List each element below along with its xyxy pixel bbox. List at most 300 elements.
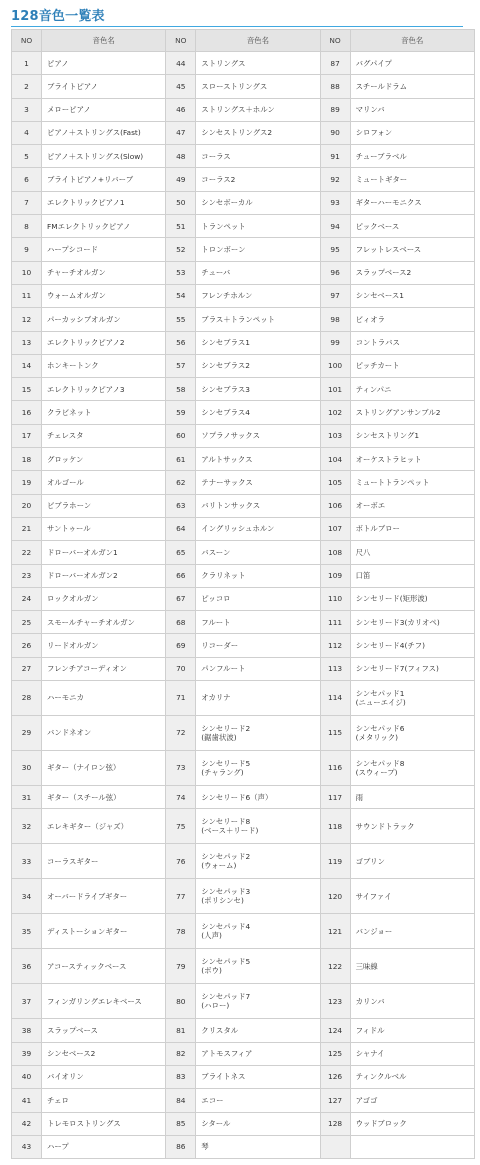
voice-name: フルート [196, 611, 320, 634]
voice-number: 55 [166, 308, 196, 331]
voice-number: 66 [166, 564, 196, 587]
voice-name: シンセストリングス2 [196, 121, 320, 144]
voice-name: シンセブラス4 [196, 401, 320, 424]
voice-number: 115 [320, 716, 350, 751]
voice-name: コーラス [196, 145, 320, 168]
voice-number: 61 [166, 448, 196, 471]
voice-number: 121 [320, 914, 350, 949]
header-row [12, 30, 475, 52]
voice-number: 106 [320, 494, 350, 517]
voice-name: スローストリングス [196, 75, 320, 98]
voice-name: シンセベース1 [350, 284, 474, 307]
voice-number: 125 [320, 1042, 350, 1065]
voice-name: オーボエ [350, 494, 474, 517]
voice-name: バンジョー [350, 914, 474, 949]
header-voice-name: 音色名 [196, 30, 320, 52]
voice-number: 102 [320, 401, 350, 424]
voice-number: 16 [12, 401, 42, 424]
voice-name: アゴゴ [350, 1089, 474, 1112]
voice-number: 105 [320, 471, 350, 494]
voice-name: チューブラベル [350, 145, 474, 168]
voice-name: シンセパッド8 (スウィープ) [350, 751, 474, 786]
table-row [12, 1042, 475, 1065]
voice-number: 93 [320, 191, 350, 214]
voice-name: コーラス2 [196, 168, 320, 191]
voice-name: グロッケン [42, 448, 166, 471]
table-row [12, 121, 475, 144]
voice-number: 67 [166, 587, 196, 610]
voice-name: バイオリン [42, 1065, 166, 1088]
voice-number: 21 [12, 517, 42, 540]
voice-name: コーラスギター [42, 844, 166, 879]
voice-number: 70 [166, 657, 196, 680]
voice-number: 58 [166, 378, 196, 401]
header-voice-name: 音色名 [42, 30, 166, 52]
voice-number: 124 [320, 1019, 350, 1042]
voice-number: 103 [320, 424, 350, 447]
voice-name: ピッコロ [196, 587, 320, 610]
voice-name: ドローバーオルガン1 [42, 541, 166, 564]
table-row [12, 168, 475, 191]
voice-name: ソプラノサックス [196, 424, 320, 447]
voice-name: ウォームオルガン [42, 284, 166, 307]
voice-number: 83 [166, 1065, 196, 1088]
voice-number: 33 [12, 844, 42, 879]
table-row [12, 331, 475, 354]
header-no: NO [166, 30, 196, 52]
voice-number: 15 [12, 378, 42, 401]
voice-name: バスーン [196, 541, 320, 564]
voice-number: 118 [320, 809, 350, 844]
voice-number: 52 [166, 238, 196, 261]
voice-name: エコー [196, 1089, 320, 1112]
table-row [12, 564, 475, 587]
voice-number: 48 [166, 145, 196, 168]
voice-name: シンセパッド2 (ウォーム) [196, 844, 320, 879]
voice-number: 23 [12, 564, 42, 587]
voice-number: 68 [166, 611, 196, 634]
table-row [12, 471, 475, 494]
voice-number: 5 [12, 145, 42, 168]
voice-number: 10 [12, 261, 42, 284]
table-row [12, 378, 475, 401]
table-row [12, 448, 475, 471]
table-row [12, 949, 475, 984]
table-row [12, 751, 475, 786]
table-row [12, 809, 475, 844]
voice-name: パンフルート [196, 657, 320, 680]
table-row [12, 716, 475, 751]
voice-number: 91 [320, 145, 350, 168]
voice-name: エレクトリックピアノ3 [42, 378, 166, 401]
voice-name: シンセパッド7 (ハロー) [196, 984, 320, 1019]
voice-name: シンセパッド5 (ボウ) [196, 949, 320, 984]
table-row [12, 587, 475, 610]
voice-number: 126 [320, 1065, 350, 1088]
voice-number: 1 [12, 52, 42, 75]
voice-name: ハープシコード [42, 238, 166, 261]
voice-name: シンセリード6（声） [196, 786, 320, 809]
voice-name: シンセリード(矩形波) [350, 587, 474, 610]
voice-number: 81 [166, 1019, 196, 1042]
voice-number: 95 [320, 238, 350, 261]
voice-name: オルゴール [42, 471, 166, 494]
voice-number: 76 [166, 844, 196, 879]
voice-name: ハープ [42, 1135, 166, 1158]
voice-number: 110 [320, 587, 350, 610]
voice-name: シタール [196, 1112, 320, 1135]
voice-name: フィンガリングエレキベース [42, 984, 166, 1019]
voice-number: 84 [166, 1089, 196, 1112]
table-row [12, 494, 475, 517]
voice-name: フィドル [350, 1019, 474, 1042]
voice-number: 96 [320, 261, 350, 284]
voice-number: 64 [166, 517, 196, 540]
voice-name: バンドネオン [42, 716, 166, 751]
voice-number: 109 [320, 564, 350, 587]
voice-number: 62 [166, 471, 196, 494]
voice-table-header [12, 30, 475, 52]
voice-number: 78 [166, 914, 196, 949]
voice-name: チューバ [196, 261, 320, 284]
voice-name: マリンバ [350, 98, 474, 121]
voice-number: 56 [166, 331, 196, 354]
voice-name: フレットレスベース [350, 238, 474, 261]
voice-number: 30 [12, 751, 42, 786]
voice-name: シンセパッド4 (人声) [196, 914, 320, 949]
voice-name: クラリネット [196, 564, 320, 587]
voice-name: シンセリード7(フィフス) [350, 657, 474, 680]
table-row [12, 401, 475, 424]
voice-name: シンセパッド6 (メタリック) [350, 716, 474, 751]
voice-name: サウンドトラック [350, 809, 474, 844]
voice-name: シャナイ [350, 1042, 474, 1065]
voice-number: 31 [12, 786, 42, 809]
voice-name: 雨 [350, 786, 474, 809]
table-row [12, 541, 475, 564]
voice-number: 99 [320, 331, 350, 354]
voice-name: バリトンサックス [196, 494, 320, 517]
voice-number: 45 [166, 75, 196, 98]
voice-name: トランペット [196, 215, 320, 238]
voice-name: ボトルブロー [350, 517, 474, 540]
voice-name: トロンボーン [196, 238, 320, 261]
voice-number: 60 [166, 424, 196, 447]
voice-name: バグパイプ [350, 52, 474, 75]
voice-name: カリンバ [350, 984, 474, 1019]
voice-name: シンセリード5 (チャラング) [196, 751, 320, 786]
voice-number: 127 [320, 1089, 350, 1112]
voice-name: シロフォン [350, 121, 474, 144]
voice-name: 琴 [196, 1135, 320, 1158]
voice-name: シンセリード3(カリオペ) [350, 611, 474, 634]
voice-name: ブライトネス [196, 1065, 320, 1088]
voice-name: スラップベース [42, 1019, 166, 1042]
voice-name: リードオルガン [42, 634, 166, 657]
voice-name: リコーダー [196, 634, 320, 657]
voice-name: アトモスフィア [196, 1042, 320, 1065]
voice-number: 65 [166, 541, 196, 564]
voice-name: ティンクルベル [350, 1065, 474, 1088]
table-row [12, 1112, 475, 1135]
voice-name: スラップベース2 [350, 261, 474, 284]
voice-name: サントゥール [42, 517, 166, 540]
voice-name: チャーチオルガン [42, 261, 166, 284]
voice-number: 73 [166, 751, 196, 786]
voice-name: フレンチアコーディオン [42, 657, 166, 680]
voice-name: フレンチホルン [196, 284, 320, 307]
voice-number: 89 [320, 98, 350, 121]
voice-name: エレクトリックピアノ1 [42, 191, 166, 214]
voice-number: 6 [12, 168, 42, 191]
voice-number: 19 [12, 471, 42, 494]
voice-number: 8 [12, 215, 42, 238]
voice-number [320, 1135, 350, 1158]
table-row [12, 634, 475, 657]
voice-name: アコースティックベース [42, 949, 166, 984]
voice-name: オーケストラヒット [350, 448, 474, 471]
voice-number: 22 [12, 541, 42, 564]
voice-name: パーカッシブオルガン [42, 308, 166, 331]
table-row [12, 191, 475, 214]
voice-number: 71 [166, 681, 196, 716]
voice-number: 37 [12, 984, 42, 1019]
table-row [12, 52, 475, 75]
table-row [12, 879, 475, 914]
voice-number: 104 [320, 448, 350, 471]
voice-name: ディストーションギター [42, 914, 166, 949]
voice-number: 26 [12, 634, 42, 657]
voice-number: 112 [320, 634, 350, 657]
voice-name: メローピアノ [42, 98, 166, 121]
header-voice-name: 音色名 [350, 30, 474, 52]
voice-number: 80 [166, 984, 196, 1019]
voice-name: ブラス＋トランペット [196, 308, 320, 331]
voice-number: 44 [166, 52, 196, 75]
voice-name: エレキギター（ジャズ） [42, 809, 166, 844]
voice-number: 53 [166, 261, 196, 284]
table-row [12, 354, 475, 377]
voice-number: 119 [320, 844, 350, 879]
voice-number: 28 [12, 681, 42, 716]
voice-number: 77 [166, 879, 196, 914]
voice-table [11, 29, 475, 1159]
voice-number: 9 [12, 238, 42, 261]
voice-name: ストリングス＋ホルン [196, 98, 320, 121]
voice-name: シンセストリング1 [350, 424, 474, 447]
voice-name: ミュートトランペット [350, 471, 474, 494]
voice-number: 57 [166, 354, 196, 377]
table-row [12, 984, 475, 1019]
voice-number: 24 [12, 587, 42, 610]
voice-number: 39 [12, 1042, 42, 1065]
voice-number: 36 [12, 949, 42, 984]
voice-number: 97 [320, 284, 350, 307]
voice-number: 101 [320, 378, 350, 401]
voice-number: 2 [12, 75, 42, 98]
table-row [12, 914, 475, 949]
voice-table-body [12, 52, 475, 1159]
voice-name: シンセリード2 (鋸歯状波) [196, 716, 320, 751]
table-row [12, 681, 475, 716]
voice-number: 114 [320, 681, 350, 716]
voice-name: ティンパニ [350, 378, 474, 401]
voice-number: 40 [12, 1065, 42, 1088]
voice-name: ブライトピアノ+リバーブ [42, 168, 166, 191]
table-row [12, 1135, 475, 1158]
voice-number: 34 [12, 879, 42, 914]
voice-number: 75 [166, 809, 196, 844]
voice-number: 17 [12, 424, 42, 447]
voice-name: シンセパッド1 (ニューエイジ) [350, 681, 474, 716]
voice-name: ビブラホーン [42, 494, 166, 517]
table-row [12, 657, 475, 680]
voice-name: ギター（スチール弦） [42, 786, 166, 809]
voice-number: 72 [166, 716, 196, 751]
header-no: NO [320, 30, 350, 52]
voice-name: オカリナ [196, 681, 320, 716]
voice-name: ロックオルガン [42, 587, 166, 610]
voice-name: コントラバス [350, 331, 474, 354]
voice-name: トレモロストリングス [42, 1112, 166, 1135]
voice-name: ピックベース [350, 215, 474, 238]
voice-number: 74 [166, 786, 196, 809]
voice-name: ピアノ [42, 52, 166, 75]
voice-name: ウッドブロック [350, 1112, 474, 1135]
voice-number: 25 [12, 611, 42, 634]
table-row [12, 145, 475, 168]
voice-number: 100 [320, 354, 350, 377]
voice-number: 116 [320, 751, 350, 786]
voice-name: ミュートギター [350, 168, 474, 191]
voice-number: 46 [166, 98, 196, 121]
voice-name: 尺八 [350, 541, 474, 564]
voice-name: ピアノ＋ストリングス(Fast) [42, 121, 166, 144]
voice-number: 120 [320, 879, 350, 914]
voice-number: 4 [12, 121, 42, 144]
voice-name: シンセベース2 [42, 1042, 166, 1065]
header-no: NO [12, 30, 42, 52]
voice-name: シンセブラス2 [196, 354, 320, 377]
table-row [12, 517, 475, 540]
table-row [12, 284, 475, 307]
voice-name: チェレスタ [42, 424, 166, 447]
voice-number: 3 [12, 98, 42, 121]
voice-number: 59 [166, 401, 196, 424]
voice-number: 113 [320, 657, 350, 680]
voice-number: 92 [320, 168, 350, 191]
voice-name: ドローバーオルガン2 [42, 564, 166, 587]
voice-name: ピッチカート [350, 354, 474, 377]
voice-number: 50 [166, 191, 196, 214]
voice-name: ピアノ＋ストリングス(Slow) [42, 145, 166, 168]
voice-number: 98 [320, 308, 350, 331]
table-row [12, 1089, 475, 1112]
voice-number: 20 [12, 494, 42, 517]
voice-number: 54 [166, 284, 196, 307]
voice-name: ホンキートンク [42, 354, 166, 377]
voice-number: 79 [166, 949, 196, 984]
voice-name: ゴブリン [350, 844, 474, 879]
table-row [12, 1019, 475, 1042]
voice-name: 三味線 [350, 949, 474, 984]
voice-name: クリスタル [196, 1019, 320, 1042]
voice-number: 90 [320, 121, 350, 144]
voice-number: 18 [12, 448, 42, 471]
voice-number: 108 [320, 541, 350, 564]
voice-number: 117 [320, 786, 350, 809]
voice-number: 12 [12, 308, 42, 331]
voice-number: 51 [166, 215, 196, 238]
table-row [12, 1065, 475, 1088]
table-row [12, 611, 475, 634]
voice-number: 13 [12, 331, 42, 354]
voice-name: 口笛 [350, 564, 474, 587]
voice-number: 107 [320, 517, 350, 540]
table-row [12, 786, 475, 809]
voice-name: FMエレクトリックピアノ [42, 215, 166, 238]
voice-number: 38 [12, 1019, 42, 1042]
voice-number: 7 [12, 191, 42, 214]
voice-name: テナーサックス [196, 471, 320, 494]
voice-name: エレクトリックピアノ2 [42, 331, 166, 354]
voice-number: 49 [166, 168, 196, 191]
voice-name: オーバードライブギター [42, 879, 166, 914]
voice-number: 32 [12, 809, 42, 844]
voice-number: 87 [320, 52, 350, 75]
voice-number: 123 [320, 984, 350, 1019]
voice-number: 14 [12, 354, 42, 377]
voice-number: 88 [320, 75, 350, 98]
table-row [12, 238, 475, 261]
table-row [12, 844, 475, 879]
voice-name: アルトサックス [196, 448, 320, 471]
voice-name [350, 1135, 474, 1158]
voice-number: 82 [166, 1042, 196, 1065]
voice-name: ギター（ナイロン弦） [42, 751, 166, 786]
voice-name: クラビネット [42, 401, 166, 424]
voice-name: スモールチャーチオルガン [42, 611, 166, 634]
voice-number: 42 [12, 1112, 42, 1135]
voice-name: ストリングアンサンブル2 [350, 401, 474, 424]
voice-number: 111 [320, 611, 350, 634]
table-row [12, 75, 475, 98]
voice-number: 47 [166, 121, 196, 144]
voice-name: チェロ [42, 1089, 166, 1112]
table-row [12, 215, 475, 238]
voice-number: 63 [166, 494, 196, 517]
voice-number: 35 [12, 914, 42, 949]
voice-number: 128 [320, 1112, 350, 1135]
voice-name: ブライトピアノ [42, 75, 166, 98]
voice-name: イングリッシュホルン [196, 517, 320, 540]
voice-name: シンセリード8 (ベース＋リード) [196, 809, 320, 844]
voice-number: 43 [12, 1135, 42, 1158]
voice-name: シンセブラス1 [196, 331, 320, 354]
voice-name: ハーモニカ [42, 681, 166, 716]
voice-number: 11 [12, 284, 42, 307]
voice-name: ギターハーモニクス [350, 191, 474, 214]
table-row [12, 424, 475, 447]
voice-name: シンセブラス3 [196, 378, 320, 401]
voice-name: スチールドラム [350, 75, 474, 98]
voice-name: シンセパッド3 (ポリシンセ) [196, 879, 320, 914]
page-title: 128音色一覧表 [11, 5, 463, 27]
voice-name: シンセボーカル [196, 191, 320, 214]
voice-number: 41 [12, 1089, 42, 1112]
voice-number: 86 [166, 1135, 196, 1158]
voice-name: シンセリード4(チフ) [350, 634, 474, 657]
